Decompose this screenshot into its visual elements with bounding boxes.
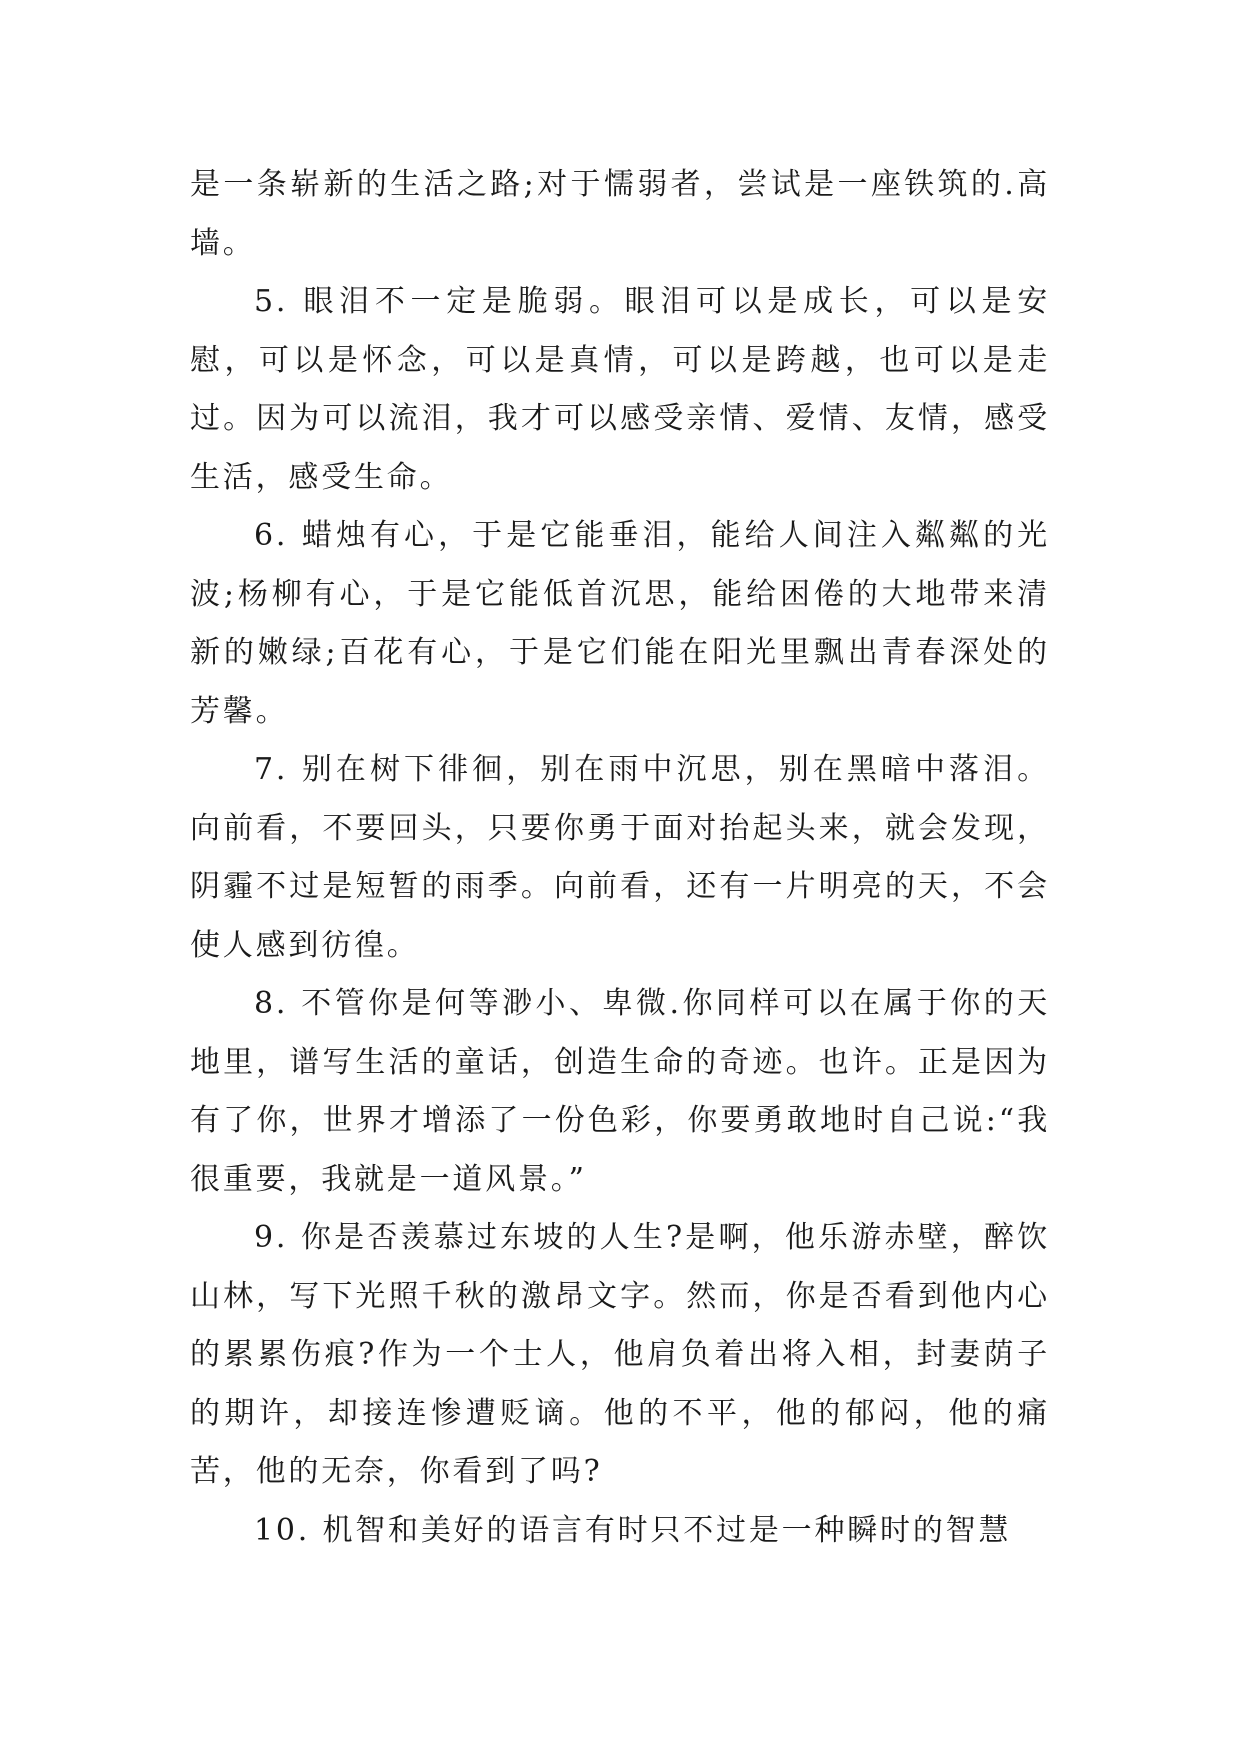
paragraph-item-5: 5. 眼泪不一定是脆弱。眼泪可以是成长，可以是安慰，可以是怀念，可以是真情，可以是跨越，也可以是走过。因为可以流泪，我才可以感受亲情、爱情、友情，感受生活，感受生命。 — [190, 284, 1050, 495]
paragraph-item-8: 8. 不管你是何等渺小、卑微.你同样可以在属于你的天地里，谱写生活的童话，创造生命的奇迹。也许。正是因为有了你，世界才增添了一份色彩，你要勇敢地时自己说:“我很重要，我就是一道风景。” — [190, 986, 1050, 1197]
paragraph-item-10: 10. 机智和美好的语言有时只不过是一种瞬时的智慧 — [254, 1512, 1012, 1548]
body-text — [190, 156, 1050, 1560]
paragraph-item-7: 7. 别在树下徘徊，别在雨中沉思，别在黑暗中落泪。向前看，不要回头，只要你勇于面对抬起头来，就会发现，阴霾不过是短暂的雨季。向前看，还有一片明亮的天，不会使人感到彷徨。 — [190, 752, 1050, 963]
paragraph-continuation: 是一条崭新的生活之路;对于懦弱者，尝试是一座铁筑的.高墙。 — [190, 167, 1050, 261]
paragraph-item-6: 6. 蜡烛有心，于是它能垂泪，能给人间注入粼粼的光波;杨柳有心，于是它能低首沉思，能给困倦的大地带来清新的嫩绿;百花有心，于是它们能在阳光里飘出青春深处的芳馨。 — [190, 518, 1050, 729]
paragraph-item-9: 9. 你是否羡慕过东坡的人生?是啊，他乐游赤壁，醉饮山林，写下光照千秋的激昂文字。然而，你是否看到他内心的累累伤痕?作为一个士人，他肩负着出将入相，封妻荫子的期许，却接连惨遭贬谪。他的不平，他的郁闷，他的痛苦，他的无奈，你看到了吗? — [190, 1220, 1050, 1489]
